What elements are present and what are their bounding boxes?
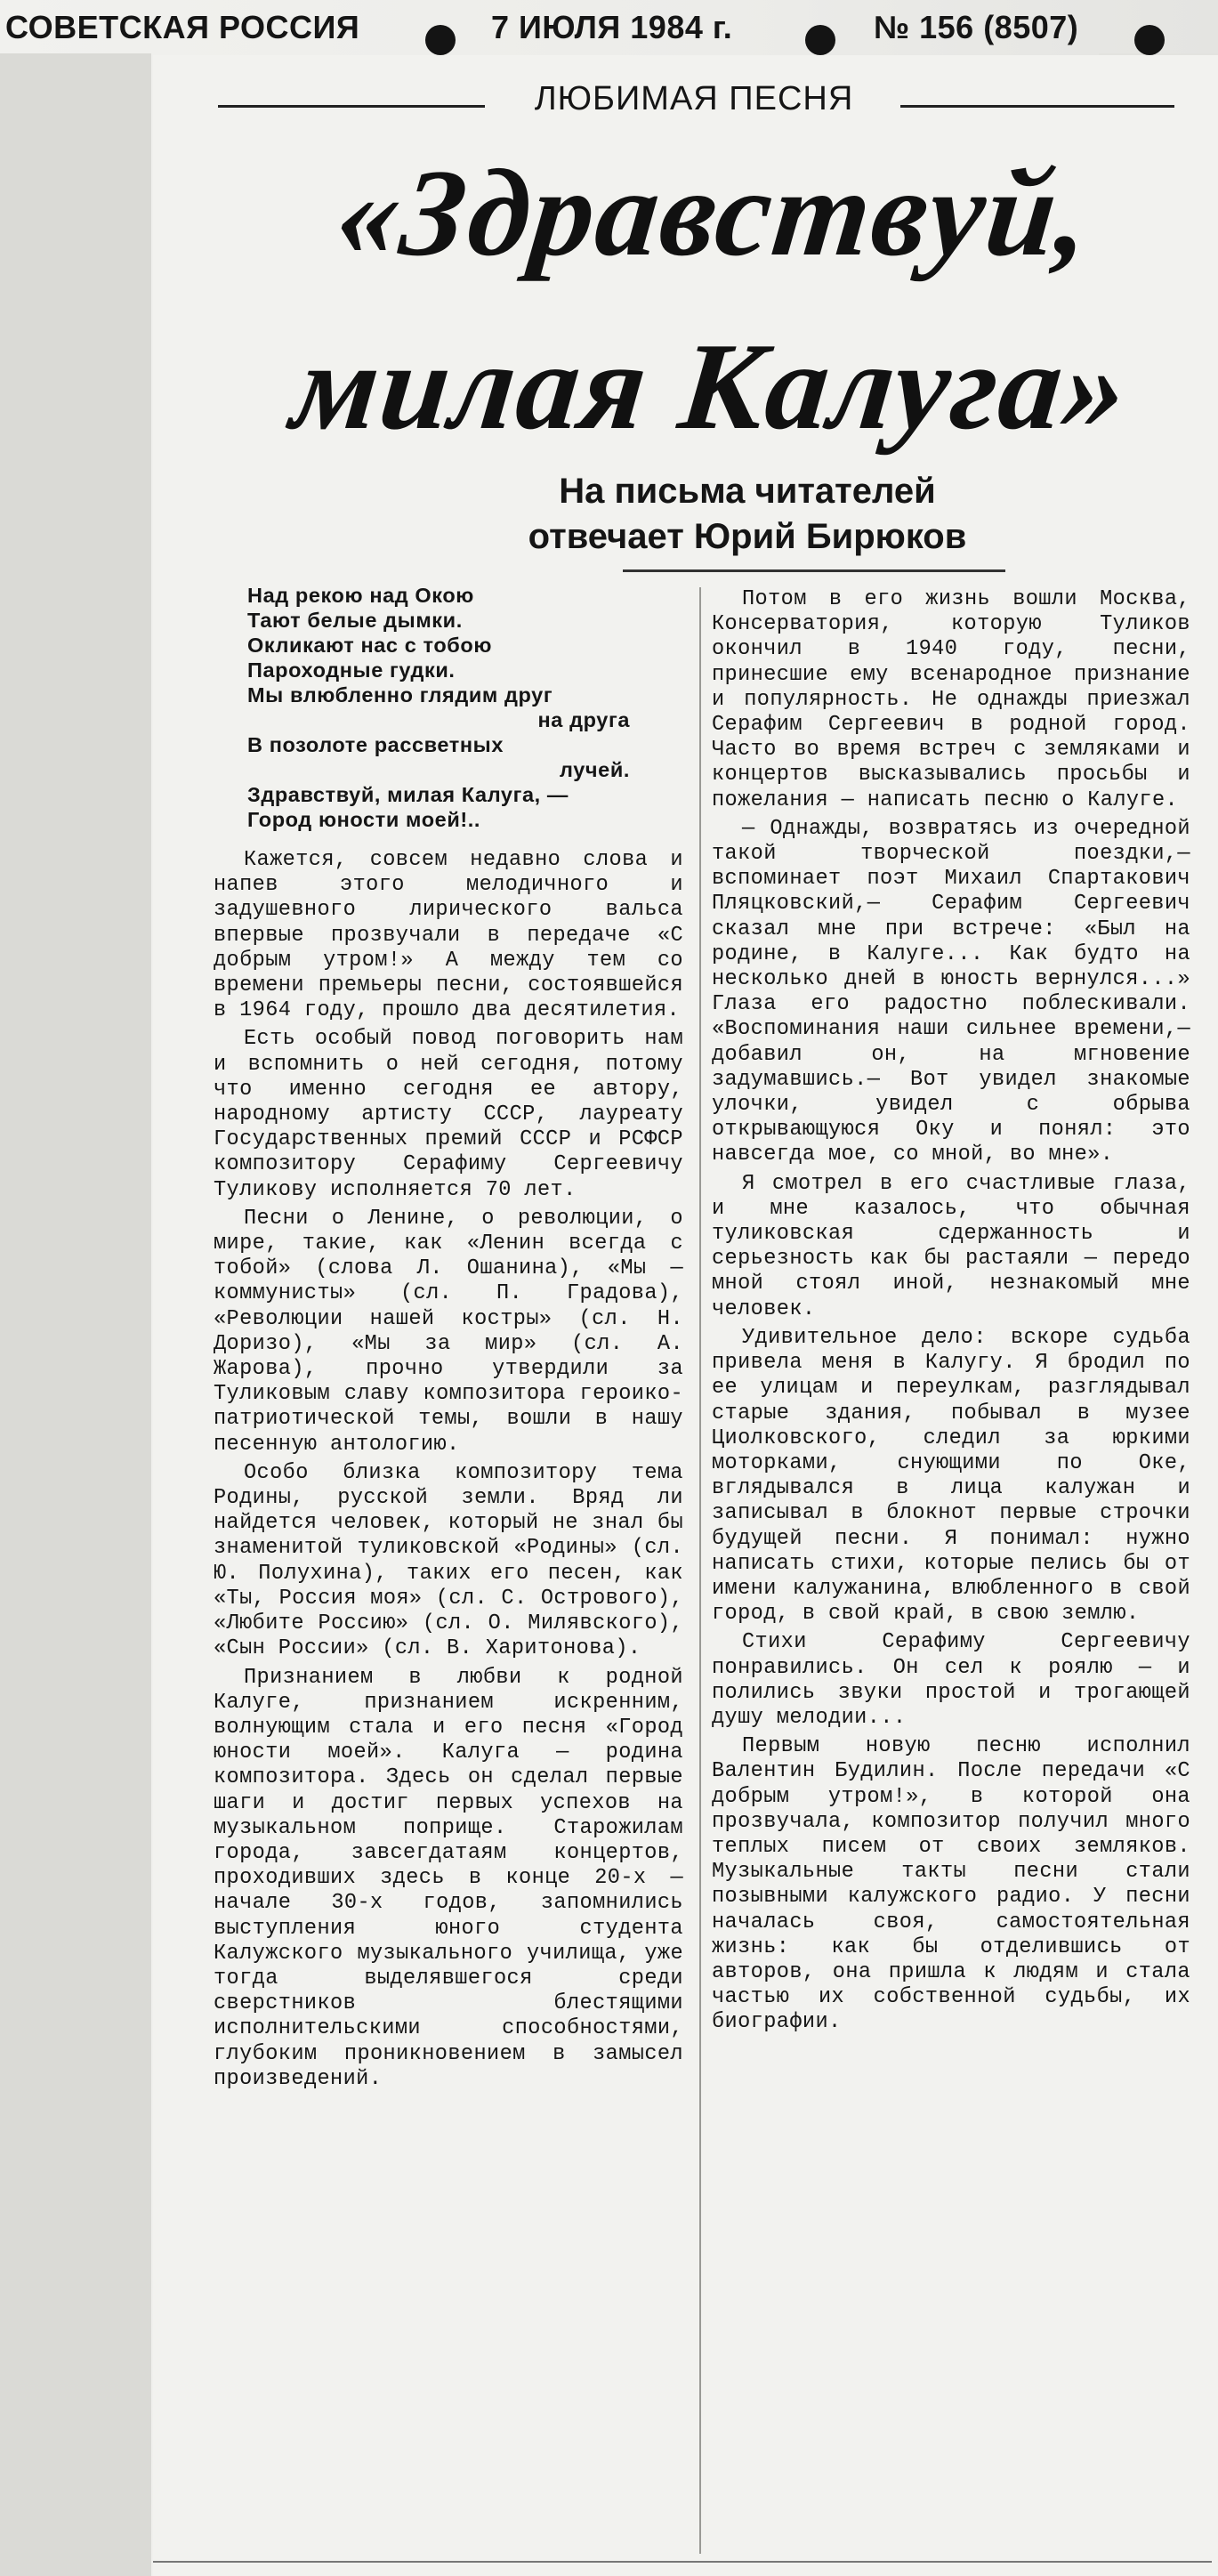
paragraph: — Однажды, возвратясь из очередной такой творческой поездки,— вспоминает поэт Михаил Спартакович Пляцковский,— Серафим Сергеевич сказал мне при встрече: «Был на родине, в Калуге... Как будто на несколько дней в юность вернулся...» Глаза его радостно поблескивали. «Воспоминания наши сильнее времени,— добавил он, на мгновение задумавшись.— Вот увидел знакомые улочки, увидел с обрыва открывающуюся Оку и понял: это навсегда мое, со мной, во мне».: [712, 816, 1190, 1167]
paragraph: Первым новую песню исполнил Валентин Будилин. После передачи «С добрым утром!», в которой она прозвучала, композитор получил много теплых писем от своих земляков. Музыкальные такты песни стали позывными калужского радио. У песни началась своя, самостоятельная жизнь: как бы отделившись от авторов, она пришла к людям и стала частью их собственной судьбы, их биографии.: [712, 1734, 1190, 2035]
bullet-dot-icon: [805, 25, 835, 55]
lyric-line: на друга: [537, 708, 630, 731]
article-column-right: [712, 587, 1190, 2039]
paragraph: Потом в его жизнь вошли Москва, Консерватория, которую Туликов окончил в 1940 году, песни, принесшие ему всенародное признание и популярность. Не однажды приезжал Серафим Сергеевич в родной город. Часто во время встреч с земляками и концертов высказывались просьбы и пожелания — написать песню о Калуге.: [712, 587, 1190, 812]
clipping-bottom-edge: [153, 2561, 1212, 2563]
lyric-line: Окликают нас с тобою: [247, 634, 493, 657]
lyric-line: Над рекою над Окою: [247, 584, 474, 607]
song-lyrics-epigraph: [247, 583, 657, 832]
paragraph: Стихи Серафиму Сергеевичу понравились. Он сел к роялю — и полились звуки простой и трогающей душу мелодии...: [712, 1630, 1190, 1730]
lyric-line: Пароходные гудки.: [247, 658, 456, 682]
rubric-rule-left: [218, 105, 485, 108]
paragraph: Удивительное дело: вскоре судьба привела меня в Калугу. Я бродил по ее улицам и переулкам, разглядывал старые здания, побывал в музее Циолковского, следил за юркими моторками, снующими по Оке, вглядывался в лица калужан и записывал в блокнот первые строчки будущей песни. Я понимал: нужно написать стихи, которые пелись бы от имени калужанина, влюбленного в свой город, в свой край, в свою землю.: [712, 1325, 1190, 1627]
article-column-left: [214, 848, 683, 2096]
paragraph: Есть особый повод поговорить нам и вспомнить о ней сегодня, потому что именно сегодня ее автору, народному артисту СССР, лауреату Государственных премий СССР и РСФСР композитору Серафиму Сергеевичу Туликову исполняется 70 лет.: [214, 1027, 683, 1202]
headline-line-2: милая Калуга»: [286, 318, 1135, 456]
paragraph: Особо близка композитору тема Родины, русской земли. Вряд ли найдется человек, который не знал бы знаменитой туликовской «Родины» (сл. Ю. Полухина), таких его песен, как «Ты, Россия моя» (сл. С. Острового), «Любите Россию» (сл. О. Милявского), «Сын России» (сл. В. Харитонова).: [214, 1460, 683, 1661]
paragraph: Признанием в любви к родной Калуге, признанием искренним, волнующим стала и его песня «Город юности моей». Калуга — родина композитора. Здесь он сделал первые шаги и достиг первых успехов на музыкальном поприще. Старожилам города, завсегдатаям концертов, проходивших здесь в конце 20-х — начале 30-х годов, запомнились выступления юного студента Калужского музыкального училища, уже тогда выделявшегося среди сверстников блестящими исполнительскими способностями, глубоким проникновением в замысел произведений.: [214, 1665, 683, 2091]
rubric-rule-right: [900, 105, 1174, 108]
byline-line-2: отвечает Юрий Бирюков: [528, 517, 967, 556]
paragraph: Песни о Ленине, о революции, о мире, такие, как «Ленин всегда с тобой» (слова Л. Ошанина), «Мы — коммунисты» (сл. П. Градова), «Революции нашей костры» (сл. Н. Доризо), «Мы за мир» (сл. А. Жарова), прочно утвердили за Туликовым славу композитора героико-патриотической темы, вошли в нашу песенную антологию.: [214, 1206, 683, 1457]
lyric-line: лучей.: [560, 758, 630, 781]
lyric-line: Здравствуй, милая Калуга, —: [247, 783, 569, 806]
bullet-dot-icon: [1134, 25, 1165, 55]
adjacent-page-margin-left: [0, 53, 151, 2576]
paragraph: Кажется, совсем недавно слова и напев этого мелодичного и задушевного лирического вальса впервые прозвучали в передаче «С добрым утром!» А между тем со времени премьеры песни, состоявшейся в 1964 году, прошло два десятилетия.: [214, 848, 683, 1023]
rubric-title: ЛЮБИМАЯ ПЕСНЯ: [534, 80, 854, 117]
bullet-dot-icon: [425, 25, 456, 55]
paragraph: Я смотрел в его счастливые глаза, и мне казалось, что обычная туликовская сдержанность и серьезность как бы растаяли — передо мной стоял иной, незнакомый мне человек.: [712, 1171, 1190, 1321]
newspaper-name: СОВЕТСКАЯ РОССИЯ: [5, 9, 360, 45]
issue-number: № 156 (8507): [874, 9, 1079, 45]
masthead: [0, 0, 1218, 55]
lyric-line: Тают белые дымки.: [247, 609, 463, 632]
lyric-line: Мы влюбленно глядим друг: [247, 683, 553, 707]
byline-underline: [623, 569, 1005, 572]
issue-date: 7 ИЮЛЯ 1984 г.: [491, 9, 733, 45]
column-divider: [699, 587, 701, 2554]
headline-line-1: «Здравствуй,: [330, 144, 1099, 282]
lyric-line: Город юности моей!..: [247, 808, 481, 831]
byline-line-1: На письма читателей: [559, 472, 936, 511]
lyric-line: В позолоте рассветных: [247, 733, 504, 756]
